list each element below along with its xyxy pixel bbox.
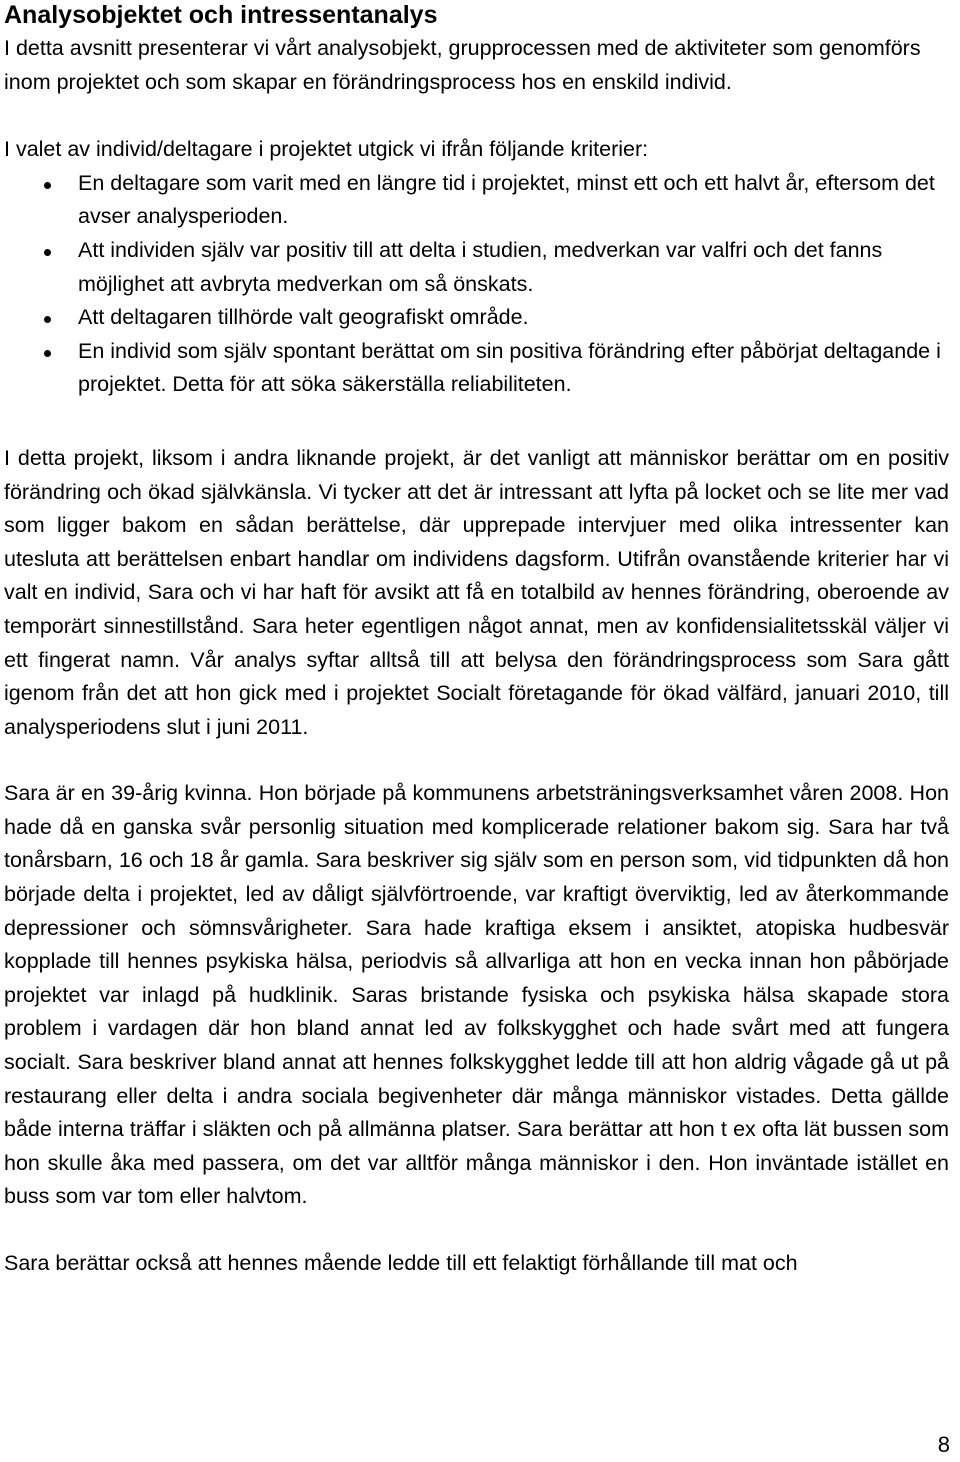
intro-paragraph: I detta avsnitt presenterar vi vårt analysobjekt, grupprocessen med de aktiviteter som genomförs inom projektet och som skapar en förändringsprocess hos en enskild individ. — [4, 36, 921, 94]
section-heading: Analysobjektet och intressentanalys — [4, 1, 438, 29]
criteria-text: Att deltagaren tillhörde valt geografiskt område. — [78, 305, 529, 330]
bullet-icon — [44, 350, 51, 357]
body-paragraph: Sara berättar också att hennes mående ledde till ett felaktigt förhållande till mat och — [4, 1251, 798, 1275]
criteria-item — [4, 167, 958, 234]
criteria-lead: I valet av individ/deltagare i projektet utgick vi ifrån följande kriterier: — [4, 137, 649, 162]
criteria-item — [4, 234, 958, 301]
criteria-item — [4, 335, 958, 402]
criteria-text: En deltagare som varit med en längre tid i projektet, minst ett och ett halvt år, eftersom det avser analysperioden. — [78, 170, 935, 229]
criteria-item — [4, 301, 958, 335]
bullet-icon — [44, 249, 51, 256]
criteria-text: Att individen själv var positiv till att delta i studien, medverkan var valfri och det fanns möjlighet att avbryta medverkan om så önskats. — [78, 237, 883, 296]
page-number: 8 — [937, 1432, 950, 1457]
document-page — [4, 0, 954, 1281]
bullet-icon — [44, 316, 51, 323]
body-paragraph: I detta projekt, liksom i andra liknande projekt, är det vanligt att människor berättar om en positiv förändring och ökad självkänsla. Vi tycker att det är intressant att lyfta på locket och se lite mer vad som ligger bakom en sådan berättelse, där upprepade intervjuer med olika intressenter kan utesluta att berättelsen enbart handlar om individens dagsform. Utifrån ovanstående kriterier har vi valt en individ, Sara och vi har haft för avsikt att få en totalbild av hennes förändring, oberoende av temporärt sinnestillstånd. Sara heter egentligen något annat, men av konfidensialitetsskäl väljer vi ett fingerat namn. Vår analys syftar alltså till att belysa den förändringsprocess som Sara gått igenom från det att hon gick med i projektet Socialt företagande för ökad välfärd, januari 2010, till analysperiodens slut i juni 2011. — [4, 445, 949, 739]
body-paragraph: Sara är en 39-årig kvinna. Hon började på kommunens arbetsträningsverksamhet våren 2008. Hon hade då en ganska svår personlig situation med komplicerade relationer bakom sig. Sara har två tonårsbarn, 16 och 18 år gamla. Sara beskriver sig själv som en person som, vid tidpunkten då hon började delta i projektet, led av dåligt självförtroende, var kraftigt överviktig, led av återkommande depressioner och sömnsvårigheter. Sara hade kraftiga eksem i ansiktet, atopiska hudbesvär kopplade till hennes psykiska hälsa, periodvis så allvarliga att hon en vecka innan hon påbörjade projektet var inlagd på hudklinik. Saras bristande fysiska och psykiska hälsa skapade stora problem i vardagen där hon bland annat led av folkskygghet och hade svårt med att fungera socialt. Sara beskriver bland annat att hennes folkskygghet ledde till att hon aldrig vågade gå ut på restaurang eller delta i andra sociala begivenheter där många människor vistades. Detta gällde både interna träffar i släkten och på allmänna platser. Sara berättar att hon t ex ofta lät bussen som hon skulle åka med passera, om det var alltför många människor i den. Hon inväntade istället en buss som var tom eller halvtom. — [4, 781, 949, 1209]
criteria-list — [4, 167, 954, 402]
criteria-text: En individ som själv spontant berättat om sin positiva förändring efter påbörjat deltagande i projektet. Detta för att söka säkerställa reliabiliteten. — [78, 338, 941, 397]
bullet-icon — [44, 182, 51, 189]
